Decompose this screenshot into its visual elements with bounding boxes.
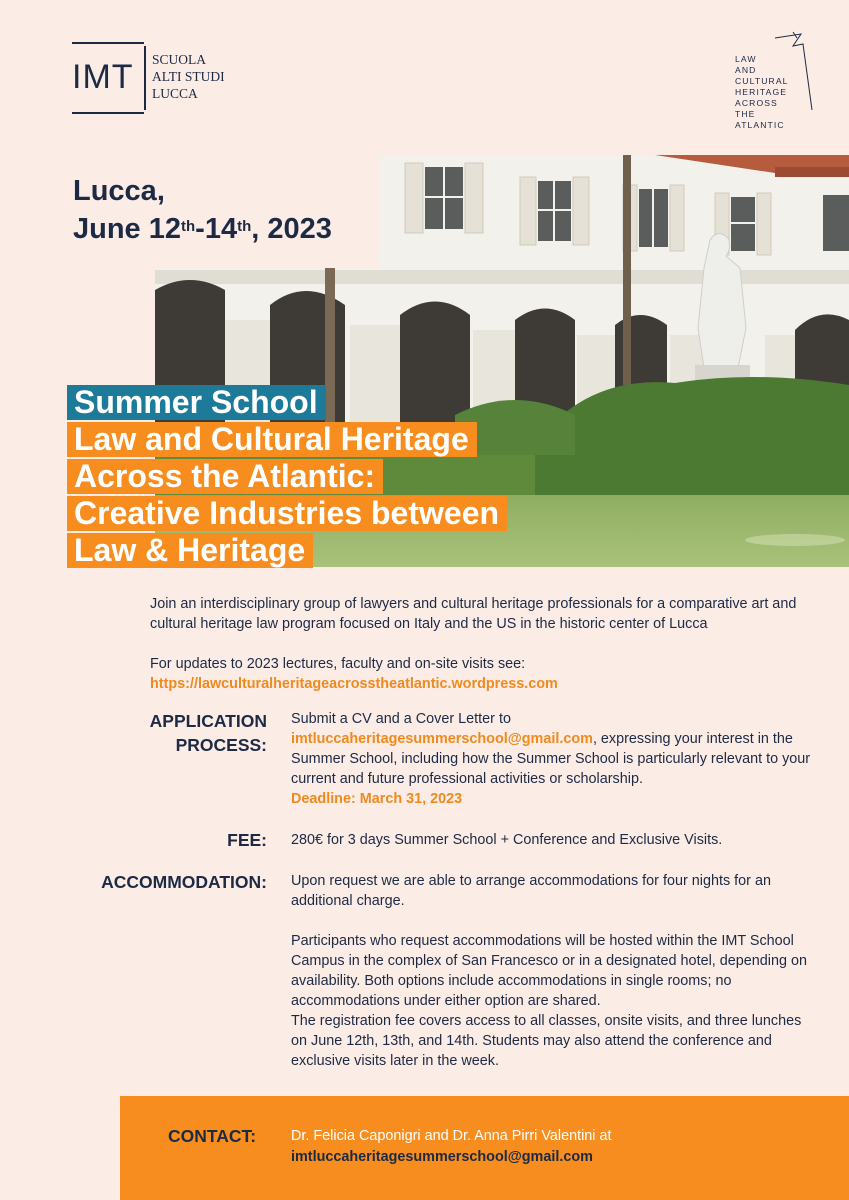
application-label-line: PROCESS: <box>175 735 267 755</box>
intro-text: Join an interdisciplinary group of lawyers and cultural heritage professionals for a comparative art and cultural heritage law program focused on Italy and the US in the historic center of Lucca <box>150 596 797 632</box>
imt-name-line: LUCCA <box>152 86 198 101</box>
title-summer-school: Summer School <box>67 385 326 420</box>
title-line-4: Creative Industries between <box>67 496 507 531</box>
lcha-line: HERITAGE <box>735 87 788 97</box>
imt-name-line: ALTI STUDI <box>152 69 225 84</box>
fee-label: FEE: <box>227 830 267 850</box>
paragraph-spacer <box>291 911 821 931</box>
lcha-logo-text <box>735 54 789 131</box>
imt-name-line: SCUOLA <box>152 52 207 67</box>
imt-logo-name <box>152 51 225 102</box>
contact-text <box>291 1126 611 1168</box>
updates-text: For updates to 2023 lectures, faculty and on-site visits see: <box>150 656 526 672</box>
event-city: Lucca, <box>73 175 165 207</box>
fee-text: 280€ for 3 days Summer School + Conference and Exclusive Visits. <box>291 832 723 848</box>
application-email-link[interactable]: imtluccaheritagesummerschool@gmail.com <box>291 731 593 747</box>
lcha-line: AND <box>735 65 757 75</box>
imt-logo-divider <box>144 46 146 110</box>
updates-section <box>150 654 840 694</box>
accommodation-paragraph: Participants who request accommodations will be hosted within the IMT School Campus in the complex of San Francesco or in a designated hotel, depending on availability. Both options include accommodations in single rooms; no accommodations under either option are shared. <box>291 933 807 1009</box>
contact-email-link[interactable]: imtluccaheritagesummerschool@gmail.com <box>291 1149 593 1165</box>
imt-logo-word: IMT <box>72 58 134 96</box>
event-date-range <box>73 210 332 248</box>
title-line-5: Law & Heritage <box>67 533 313 568</box>
application-details: , expressing your interest in the Summer School, including how the Summer School is particularly relevant to your current and future professional activities or scholarship. <box>291 731 811 787</box>
contact-names: Dr. Felicia Caponigri and Dr. Anna Pirri Valentini at <box>291 1128 612 1144</box>
accommodation-label: ACCOMMODATION: <box>101 872 267 892</box>
application-body <box>291 729 821 789</box>
application-intro: Submit a CV and a Cover Letter to <box>291 711 511 727</box>
application-label-line: APPLICATION <box>149 711 267 731</box>
lcha-line: THE <box>735 109 756 119</box>
date-end: -14 <box>195 213 238 245</box>
event-date <box>73 172 332 248</box>
lcha-line: ACROSS <box>735 98 778 108</box>
accommodation-paragraph: The registration fee covers access to all classes, onsite visits, and three lunches on June 12th, 13th, and 14th. Students may also attend the conference and exclusive visits later in the week. <box>291 1013 802 1069</box>
title-line-2: Law and Cultural Heritage <box>67 422 477 457</box>
date-start: June 12 <box>73 213 181 245</box>
application-text <box>291 709 821 809</box>
application-label <box>150 709 267 757</box>
date-year: , 2023 <box>251 213 332 245</box>
accommodation-paragraph: Upon request we are able to arrange accommodations for four nights for an additional charge. <box>291 873 771 909</box>
lcha-logo <box>735 30 815 130</box>
date-suffix: th <box>237 218 252 235</box>
lcha-line: LAW <box>735 54 757 64</box>
contact-label: CONTACT: <box>168 1126 257 1146</box>
title-line-3: Across the Atlantic: <box>67 459 383 494</box>
lcha-line: CULTURAL <box>735 76 789 86</box>
website-link[interactable]: https://lawculturalheritageacrosstheatlantic.wordpress.com <box>150 676 558 692</box>
application-deadline: Deadline: March 31, 2023 <box>291 791 463 807</box>
contact-banner <box>120 1096 849 1200</box>
lcha-line: ATLANTIC <box>735 120 785 130</box>
date-suffix: th <box>181 218 196 235</box>
accommodation-text <box>291 871 821 1071</box>
